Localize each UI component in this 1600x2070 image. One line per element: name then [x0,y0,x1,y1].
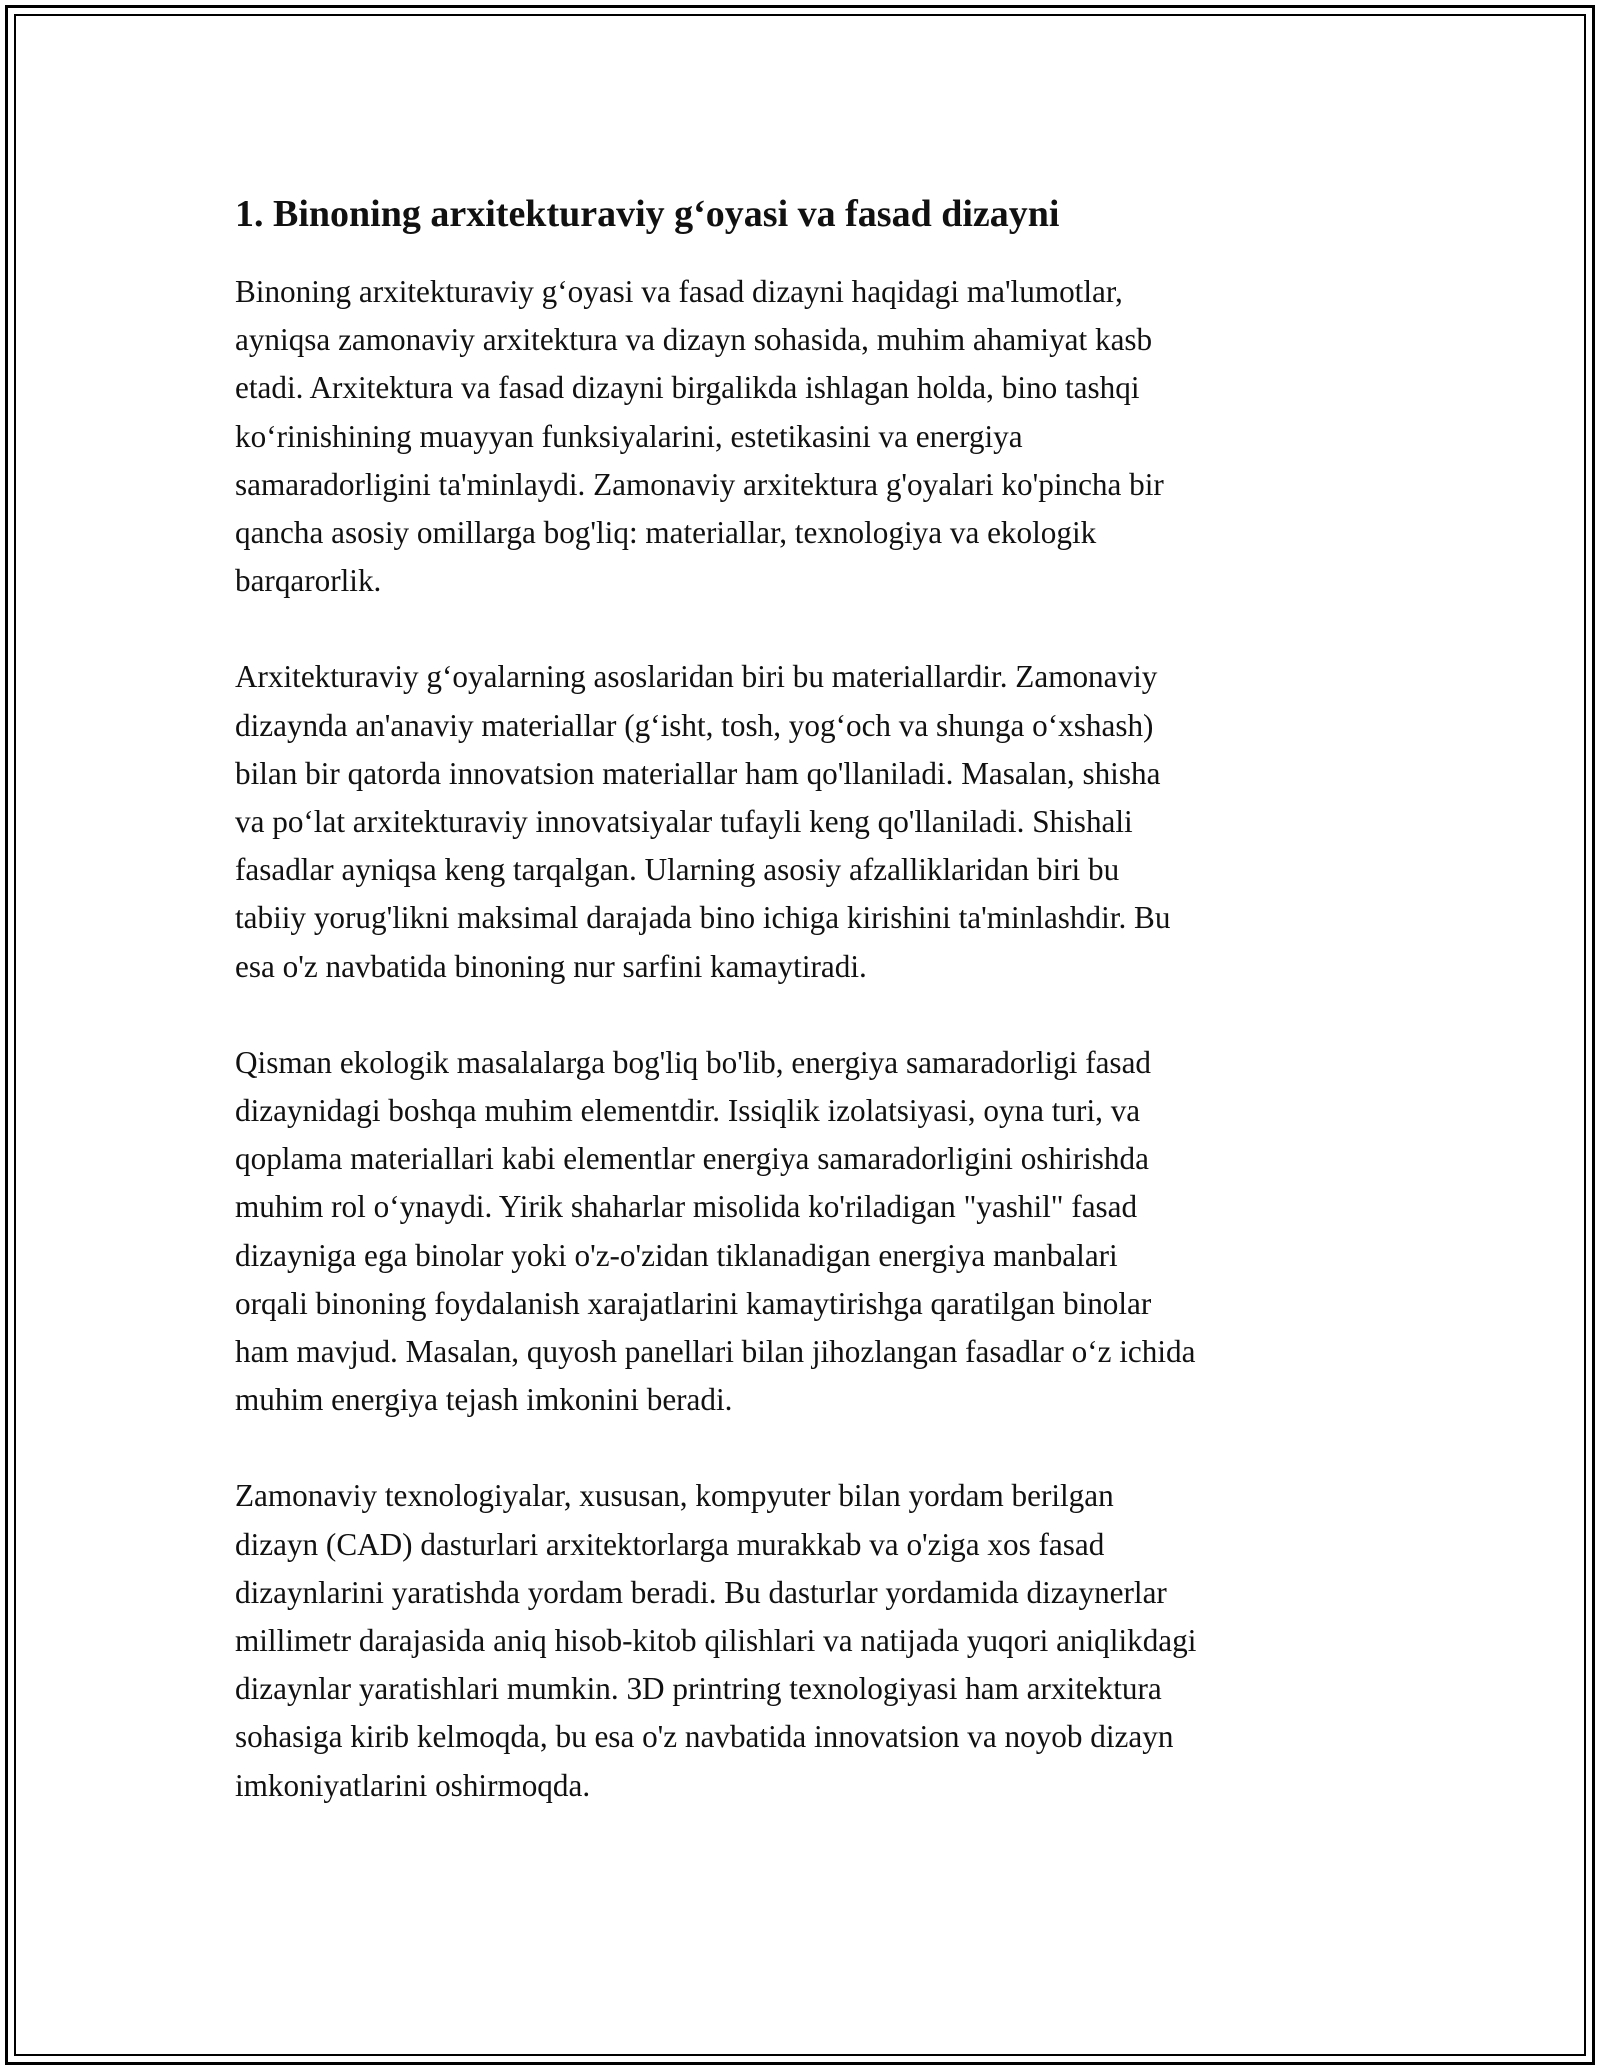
document-body [235,188,1375,1858]
paragraph-2: Arxitekturaviy g‘oyalarning asoslaridan biri bu materiallardir. Zamonaviy dizaynda an'anaviy materiallar (g‘isht, tosh, yog‘och va shunga o‘xshash) bilan bir qatorda innovatsion materiallar ham qo'llaniladi. Masalan, shisha va po‘lat arxitekturaviy innovatsiyalar tufayli keng qo'llaniladi. Shishali fasadlar ayniqsa keng tarqalgan. Ularning asosiy afzalliklaridan biri bu tabiiy yorug'likni maksimal darajada bino ichiga kirishini ta'minlashdir. Bu esa o'z navbatida binoning nur sarfini kamaytiradi. [235,659,1171,984]
paragraph-3: Qisman ekologik masalalarga bog'liq bo'lib, energiya samaradorligi fasad dizaynidagi boshqa muhim elementdir. Issiqlik izolatsiyasi, oyna turi, va qoplama materiallari kabi elementlar energiya samaradorligini oshirishda muhim rol o‘ynaydi. Yirik shaharlar misolida ko'riladigan "yashil" fasad dizayniga ega binolar yoki o'z-o'zidan tiklanadigan energiya manbalari orqali binoning foydalanish xarajatlarini kamaytirishga qaratilgan binolar ham mavjud. Masalan, quyosh panellari bilan jihozlangan fasadlar o‘z ichida muhim energiya tejash imkonini beradi. [235,1044,1196,1418]
paragraph-4: Zamonaviy texnologiyalar, xususan, kompyuter bilan yordam berilgan dizayn (CAD) dasturlari arxitektorlarga murakkab va o'ziga xos fasad dizaynlarini yaratishda yordam beradi. Bu dasturlar yordamida dizaynerlar millimetr darajasida aniq hisob-kitob qilishlari va natijada yuqori aniqlikdagi dizaynlar yaratishlari mumkin. 3D printring texnologiyasi ham arxitektura sohasiga kirib kelmoqda, bu esa o'z navbatida innovatsion va noyob dizayn imkoniyatlarini oshirmoqda. [235,1478,1197,1803]
paragraph-1: Binoning arxitekturaviy g‘oyasi va fasad dizayni haqidagi ma'lumotlar, ayniqsa zamonaviy arxitektura va dizayn sohasida, muhim ahamiyat kasb etadi. Arxitektura va fasad dizayni birgalikda ishlagan holda, bino tashqi ko‘rinishining muayyan funksiyalarini, estetikasini va energiya samaradorligini ta'minlaydi. Zamonaviy arxitektura g'oyalari ko'pincha bir qancha asosiy omillarga bog'liq: materiallar, texnologiya va ekologik barqarorlik. [235,274,1164,599]
section-heading: 1. Binoning arxitekturaviy g‘oyasi va fasad dizayni [235,193,1060,235]
